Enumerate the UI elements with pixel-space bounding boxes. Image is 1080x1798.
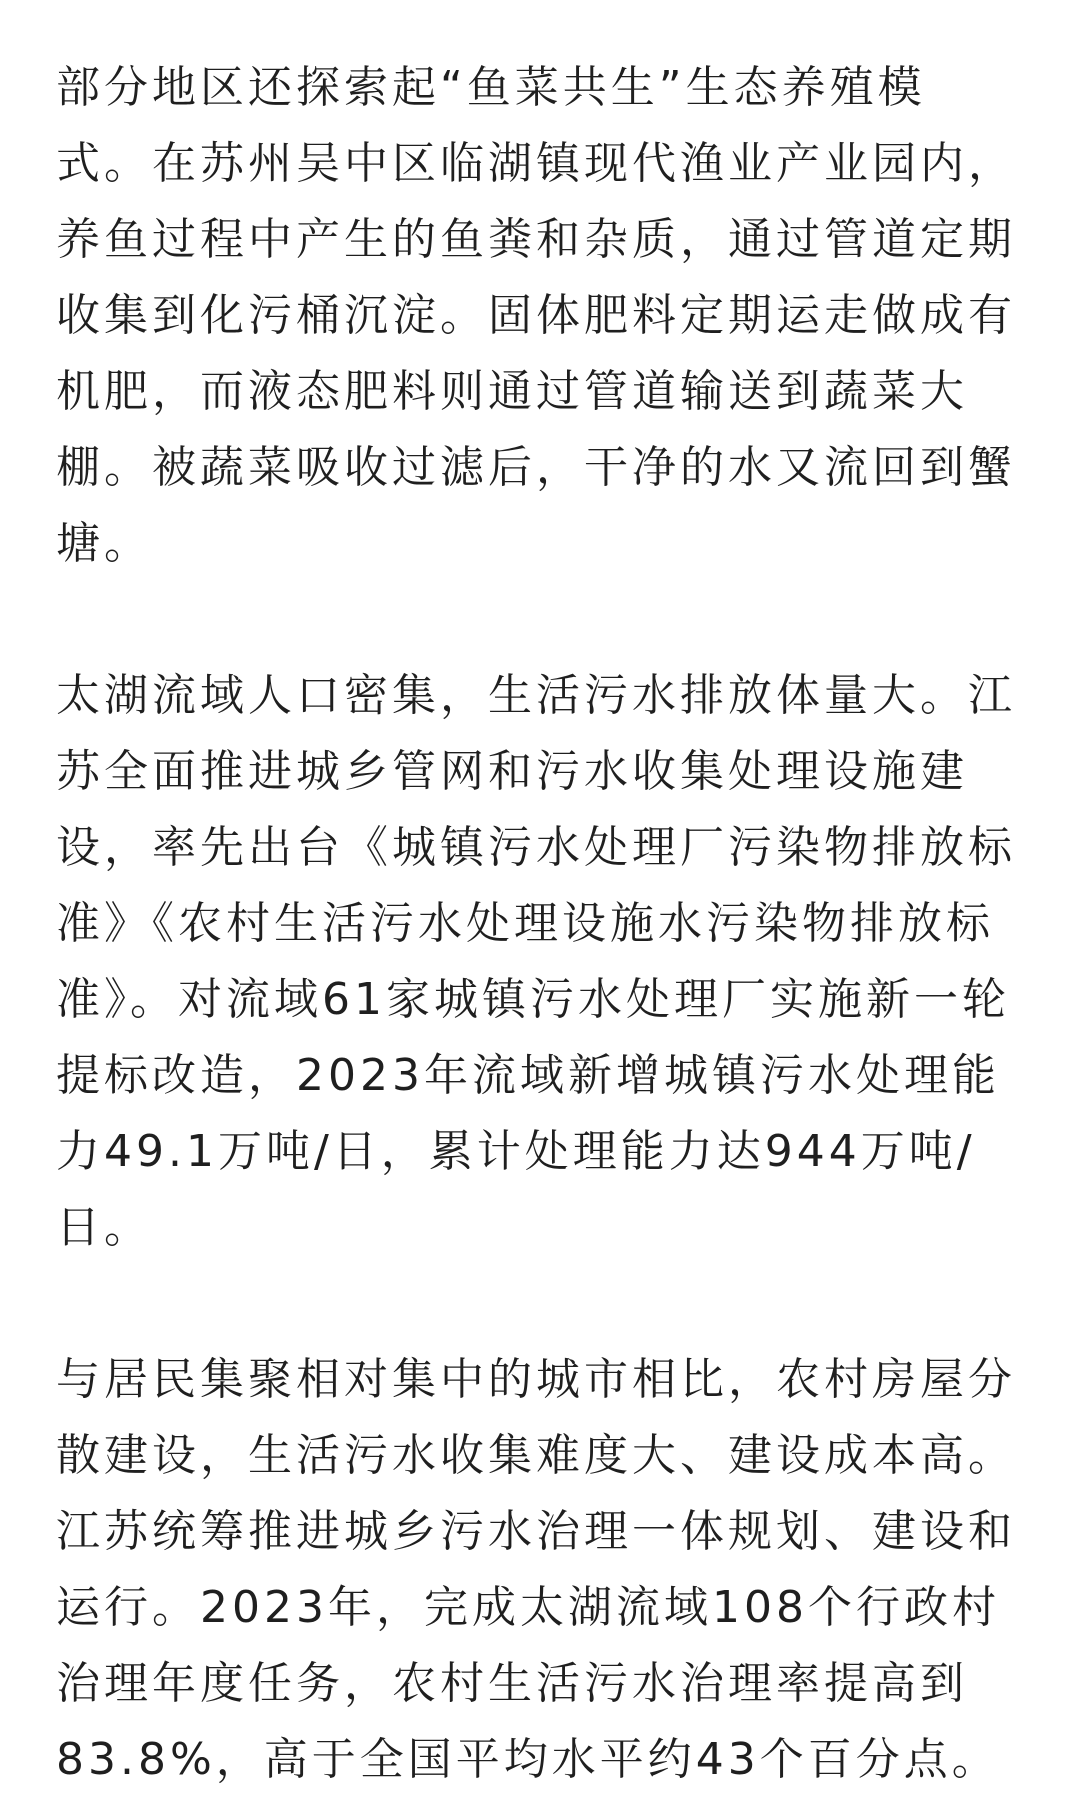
text-line: 养鱼过程中产生的鱼粪和杂质，通过管道定期 [56,214,1016,265]
text-line: 太湖流域人口密集，生活污水排放体量大。江 [56,670,1016,721]
text-line: 散建设，生活污水收集难度大、建设成本高。 [56,1430,1016,1481]
paragraph-gap [56,1266,1024,1342]
text-line: 江苏统筹推进城乡污水治理一体规划、建设和 [56,1506,1016,1557]
text-line: 83.8%，高于全国平均水平约43个百分点。 [56,1734,1000,1785]
text-line: 收集到化污桶沉淀。固体肥料定期运走做成有 [56,290,1016,341]
text-line: 棚。被蔬菜吸收过滤后，干净的水又流回到蟹 [56,442,1016,493]
text-line: 准》《农村生活污水处理设施水污染物排放标 [56,898,994,949]
paragraph-gap [56,582,1024,658]
text-line: 苏全面推进城乡管网和污水收集处理设施建 [56,746,968,797]
text-line: 提标改造，2023年流域新增城镇污水处理能 [56,1050,1000,1101]
paragraph-rural-sewage [56,1342,1024,1798]
text-line: 力49.1万吨/日，累计处理能力达944万吨/ [56,1126,976,1177]
text-line: 塘。 [56,518,152,569]
text-line: 治理年度任务，农村生活污水治理率提高到 [56,1658,968,1709]
article-body [56,50,1024,1798]
text-line: 与居民集聚相对集中的城市相比，农村房屋分 [56,1354,1016,1405]
text-line: 准》。对流域61家城镇污水处理厂实施新一轮 [56,974,1010,1025]
text-line: 部分地区还探索起“鱼菜共生”生态养殖模 [56,62,926,113]
paragraph-fish-vegetable [56,50,1024,582]
text-line: 式。在苏州吴中区临湖镇现代渔业产业园内， [56,138,1016,189]
text-line: 运行。2023年，完成太湖流域108个行政村 [56,1582,1000,1633]
text-line: 机肥，而液态肥料则通过管道输送到蔬菜大 [56,366,968,417]
paragraph-urban-sewage [56,658,1024,1266]
text-line: 设，率先出台《城镇污水处理厂污染物排放标 [56,822,1016,873]
text-line: 日。 [56,1202,152,1253]
